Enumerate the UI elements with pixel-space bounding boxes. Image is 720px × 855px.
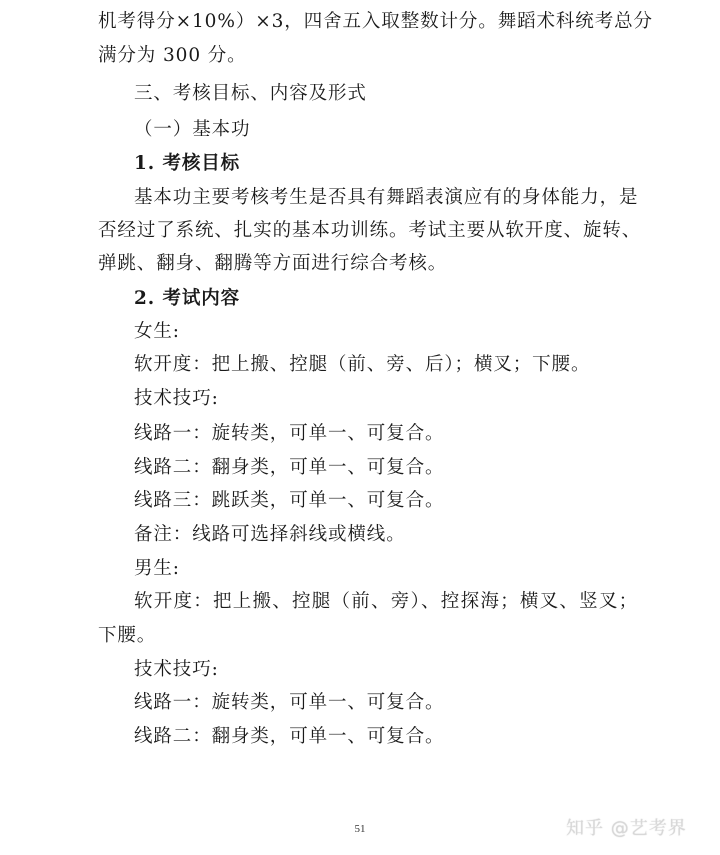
paragraph-line: 机考得分×10%）×3，四舍五入取整数计分。舞蹈术科统考总分	[98, 11, 653, 32]
paragraph-line: 备注：线路可选择斜线或横线。	[134, 524, 406, 545]
paragraph-line: 线路二：翻身类，可单一、可复合。	[134, 457, 445, 478]
paragraph-line: 弹跳、翻身、翻腾等方面进行综合考核。	[98, 253, 448, 274]
page-number: 51	[354, 823, 366, 835]
watermark: 知乎 @艺考界	[566, 818, 687, 839]
paragraph-line: 技术技巧:	[134, 388, 219, 409]
paragraph-line: 线路二：翻身类，可单一、可复合。	[134, 726, 445, 747]
paragraph-line: 基本功主要考核考生是否具有舞蹈表演应有的身体能力，是	[134, 187, 639, 208]
subsection-heading: （一）基本功	[134, 119, 251, 140]
paragraph-line: 软开度：把上搬、控腿（前、旁）、控探海；横叉、竖叉；	[134, 591, 638, 612]
paragraph-line: 线路一：旋转类，可单一、可复合。	[134, 423, 445, 444]
paragraph-line: 否经过了系统、扎实的基本功训练。考试主要从软开度、旋转、	[98, 220, 642, 241]
paragraph-line: 线路一：旋转类，可单一、可复合。	[134, 692, 445, 713]
paragraph-line: 男生:	[134, 558, 180, 579]
section-heading: 三、考核目标、内容及形式	[134, 83, 367, 104]
paragraph-line: 下腰。	[98, 625, 157, 646]
paragraph-line: 软开度：把上搬、控腿（前、旁、后）；横叉；下腰。	[134, 354, 591, 375]
item-heading: 1. 考核目标	[134, 153, 241, 174]
item-heading: 2. 考试内容	[134, 288, 241, 309]
paragraph-line: 线路三：跳跃类，可单一、可复合。	[134, 490, 445, 511]
paragraph-line: 女生:	[134, 321, 180, 342]
paragraph-line: 技术技巧:	[134, 659, 219, 680]
paragraph-line: 满分为 300 分。	[98, 45, 247, 66]
